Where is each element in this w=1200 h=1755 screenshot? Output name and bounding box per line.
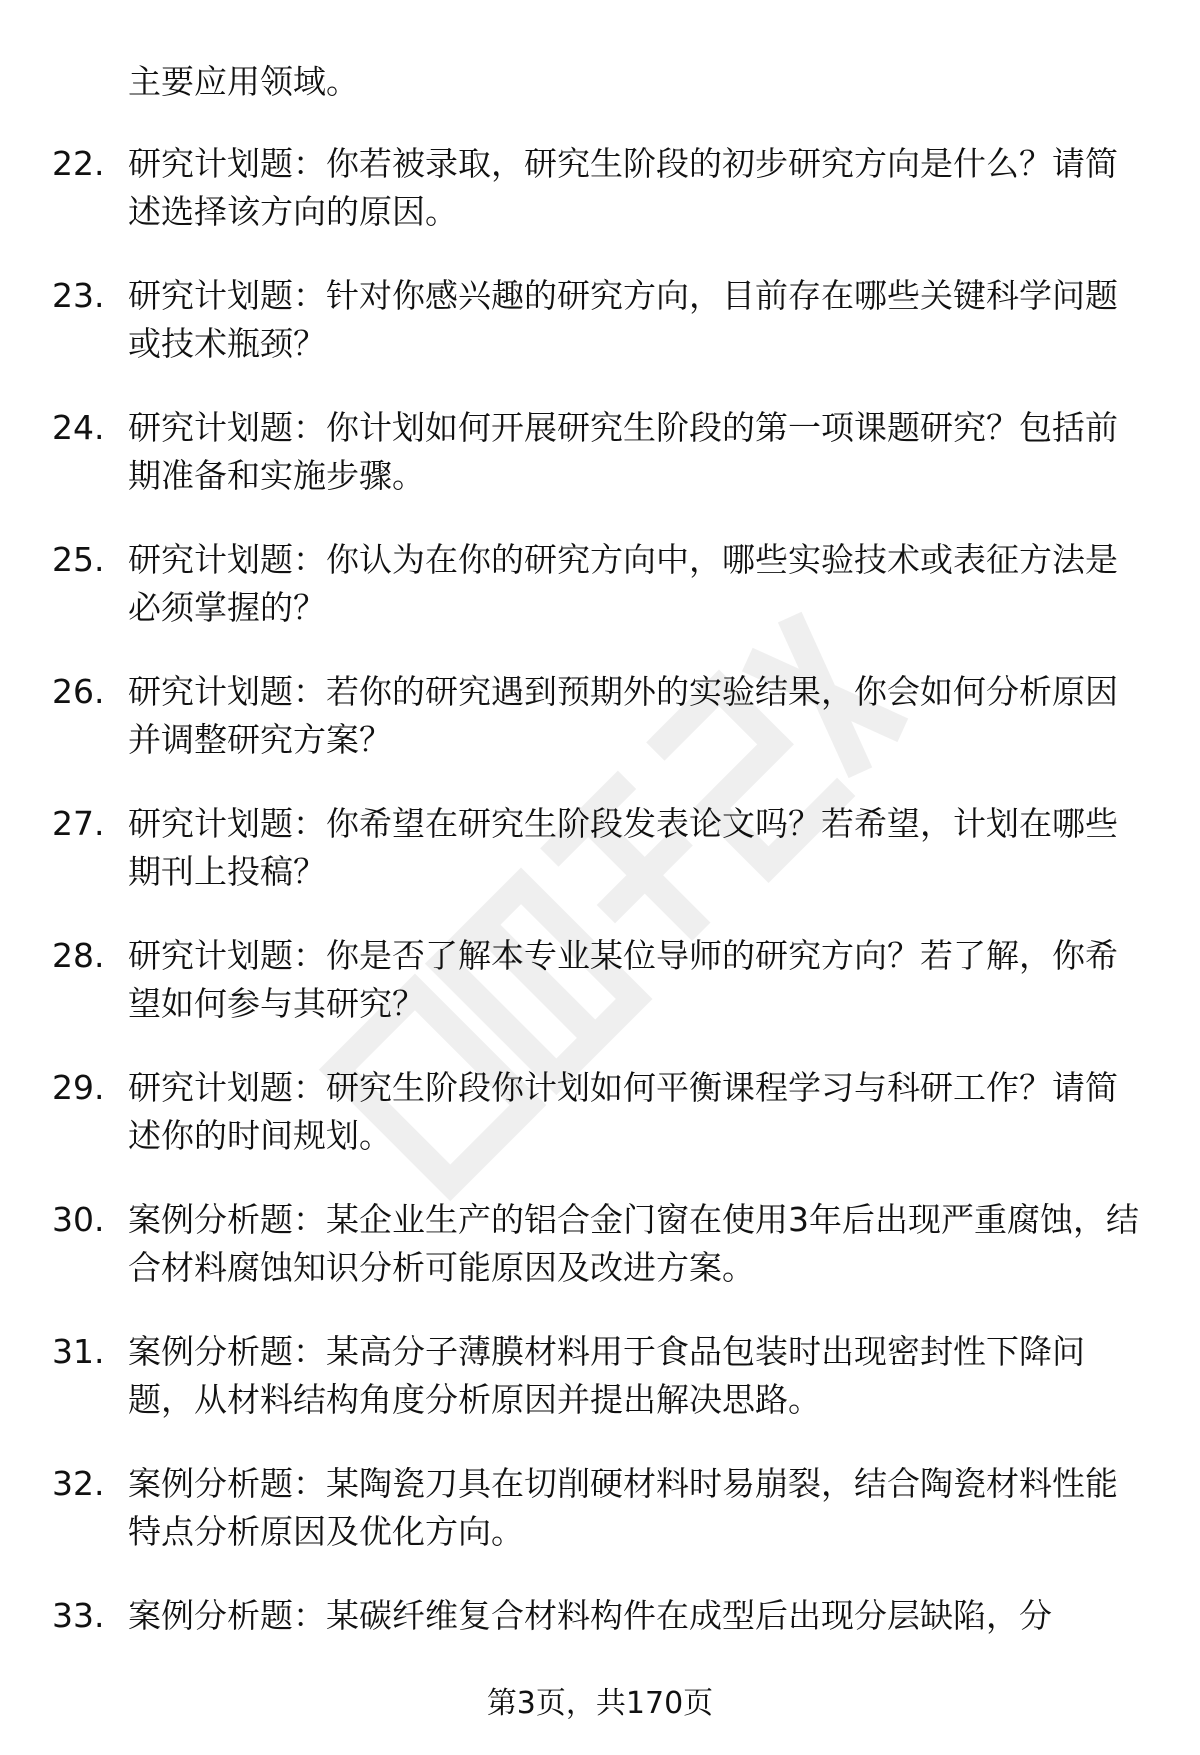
question-number: 31. [52,1332,105,1371]
question-number: 29. [52,1068,105,1107]
question-text: 研究计划题：你认为在你的研究方向中，哪些实验技术或表征方法是必须掌握的？ [128,540,1118,627]
question-item [0,800,1200,932]
question-text: 案例分析题：某高分子薄膜材料用于食品包装时出现密封性下降问题，从材料结构角度分析原因并提出解决思路。 [128,1332,1085,1419]
question-text: 研究计划题：你希望在研究生阶段发表论文吗？若希望，计划在哪些期刊上投稿？ [128,804,1118,891]
question-number: 27. [52,804,105,843]
question-text: 研究计划题：你计划如何开展研究生阶段的第一项课题研究？包括前期准备和实施步骤。 [128,408,1118,495]
question-list [0,140,1200,1724]
question-number: 22. [52,144,105,183]
question-number: 30. [52,1200,105,1239]
page-number-footer: 第3页，共170页 [486,1686,714,1721]
question-number: 32. [52,1464,105,1503]
question-item [0,404,1200,536]
question-number: 28. [52,936,105,975]
question-text: 案例分析题：某陶瓷刀具在切削硬材料时易崩裂，结合陶瓷材料性能特点分析原因及优化方向。 [128,1464,1118,1551]
question-item [0,1328,1200,1460]
question-text: 研究计划题：你是否了解本专业某位导师的研究方向？若了解，你希望如何参与其研究？ [128,936,1118,1023]
question-item [0,272,1200,404]
question-text: 案例分析题：某企业生产的铝合金门窗在使用3年后出现严重腐蚀，结合材料腐蚀知识分析可能原因及改进方案。 [128,1200,1139,1287]
question-number: 26. [52,672,105,711]
question-item [0,932,1200,1064]
question-text: 研究计划题：若你的研究遇到预期外的实验结果，你会如何分析原因并调整研究方案？ [128,672,1118,759]
question-item [0,536,1200,668]
question-text: 研究计划题：你若被录取，研究生阶段的初步研究方向是什么？请简述选择该方向的原因。 [128,144,1118,231]
question-item [0,1460,1200,1592]
continuation-text: 主要应用领域。 [128,62,359,101]
question-item [0,1064,1200,1196]
question-number: 24. [52,408,105,447]
question-text: 案例分析题：某碳纤维复合材料构件在成型后出现分层缺陷，分 [128,1596,1052,1635]
question-text: 研究计划题：研究生阶段你计划如何平衡课程学习与科研工作？请简述你的时间规划。 [128,1068,1118,1155]
question-item [0,140,1200,272]
question-item [0,668,1200,800]
question-number: 25. [52,540,105,579]
question-number: 23. [52,276,105,315]
question-item [0,1196,1200,1328]
question-number: 33. [52,1596,105,1635]
question-text: 研究计划题：针对你感兴趣的研究方向，目前存在哪些关键科学问题或技术瓶颈？ [128,276,1118,363]
